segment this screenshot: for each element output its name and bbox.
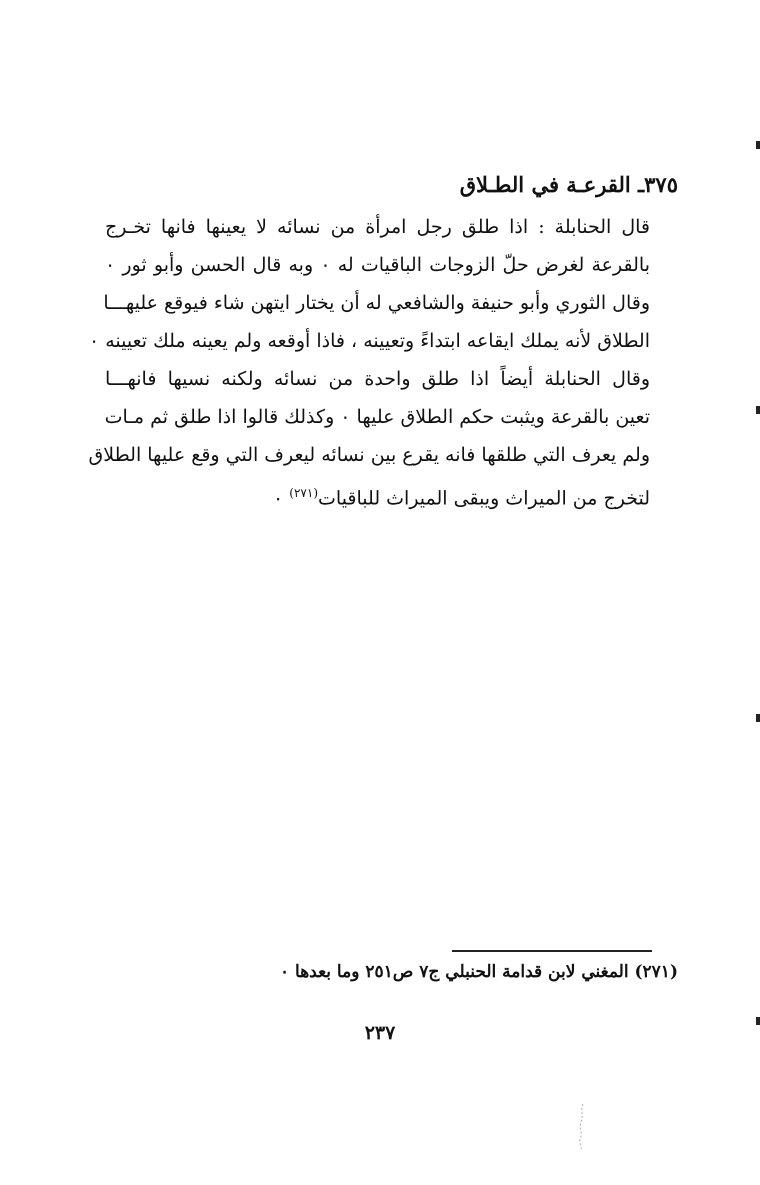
paragraph-last-line — [105, 474, 650, 512]
scan-edge-mark — [756, 406, 760, 414]
paragraph-1 — [88, 208, 650, 360]
pencil-mark — [576, 1102, 586, 1150]
paragraph-line: بالقرعة لغرض حلّ الزوجات الباقيات له ٠ وبه قال الحسن وأبو ثور ٠ — [105, 254, 650, 276]
paragraph-2 — [88, 360, 650, 512]
footnote — [280, 962, 678, 982]
paragraph-line: قال الحنابلة : اذا طلق رجل امرأة من نسائه لا يعينها فانها تخـرج — [105, 216, 650, 238]
paragraph-line-text: لتخرج من الميراث ويبقى الميراث للباقيات — [318, 487, 650, 510]
scan-edge-mark — [756, 714, 760, 722]
paragraph-line: وقال الحنابلة أيضاً اذا طلق واحدة من نسائه ولكنه نسيها فانهـــا — [105, 368, 650, 390]
footnote-text: المغني لابن قدامة الحنبلي ج٧ ص٢٥١ وما بعدها ٠ — [279, 962, 629, 982]
paragraph-line: وقال الثوري وأبو حنيفة والشافعي له أن يختار ايتهن شاء فيوقع عليهـــا — [103, 292, 650, 314]
scan-edge-mark — [756, 141, 760, 149]
footnote-number: (٢٧١) — [634, 962, 678, 982]
paragraph-line: تعين بالقرعة ويثبت حكم الطلاق عليها ٠ وكذلك قالوا اذا طلق ثم مـات — [104, 406, 650, 428]
paragraph-line: الطلاق لأنه يملك ايقاعه ابتداءً وتعيينه ، فاذا أوقعه ولم يعينه ملك تعيينه ٠ — [88, 330, 650, 352]
section-heading: ٣٧٥ـ القرعـة في الطـلاق — [459, 172, 678, 197]
footnote-divider — [452, 950, 652, 952]
paragraph-line: ولم يعرف التي طلقها فانه يقرع بين نسائه ليعرف التي وقع عليها الطلاق — [88, 444, 650, 466]
page-number: ٢٣٧ — [364, 1022, 396, 1044]
footnote-reference: (٢٧١) — [289, 486, 319, 500]
scan-edge-mark — [756, 1017, 760, 1025]
end-mark: ٠ — [273, 487, 284, 510]
